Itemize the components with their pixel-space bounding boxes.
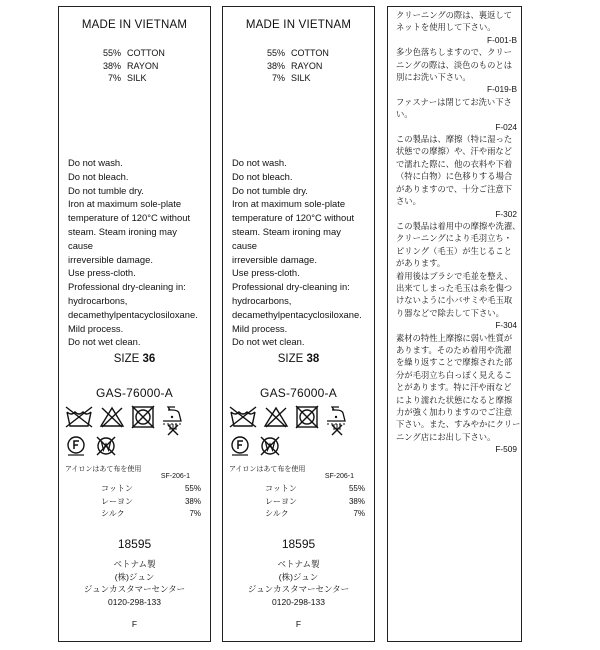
- note-line: クリーニングの際は、裏返して: [396, 10, 512, 20]
- note-line: ニングの際は、淡色のものとは: [396, 59, 512, 70]
- size-label: SIZE: [113, 353, 140, 365]
- instruction-line: cause: [68, 239, 94, 251]
- instruction-line: temperature of 120°C without: [68, 212, 191, 224]
- note-line: さい。: [396, 196, 421, 207]
- do-not-bleach-icon: [99, 405, 125, 434]
- size-text: [223, 353, 374, 365]
- note-line: があります。: [396, 258, 446, 269]
- note-line: この製品は着用中の摩擦や洗濯、: [396, 220, 521, 231]
- instruction-line: Professional dry-cleaning in:: [68, 281, 186, 293]
- jp-fiber-percent: 38%: [348, 496, 365, 506]
- do-not-bleach-icon: [99, 405, 125, 429]
- maker-line: ベトナム製: [113, 559, 156, 569]
- note-line: ニング店にお出し下さい。: [396, 431, 496, 442]
- note-line: ネットを使用して下さい。: [396, 22, 496, 33]
- instruction-line: Use press-cloth.: [68, 267, 136, 279]
- instruction-line: Do not tumble dry.: [232, 184, 308, 196]
- fiber-name: RAYON: [127, 60, 159, 71]
- iron-note: アイロンはあて布を使用: [229, 466, 306, 473]
- fiber-percent: 55%: [266, 48, 285, 58]
- instruction-line: Iron at maximum sole-plate: [68, 198, 182, 210]
- note-line: 出来てしまった毛玉は糸を傷つ: [396, 282, 513, 293]
- note-code: F-304: [495, 320, 517, 331]
- do-not-wet-clean-icon: [259, 435, 281, 457]
- jp-fiber-row: [223, 483, 374, 496]
- maker-line: 0120-298-133: [272, 596, 325, 607]
- jp-fiber-row: [59, 496, 210, 509]
- instruction-line: decamethylpentacyclosiloxane.: [68, 308, 198, 320]
- do-not-wet-clean-icon: [259, 435, 281, 462]
- size-value: 36: [142, 353, 156, 365]
- fiber-name: SILK: [291, 73, 311, 83]
- note-code: F-019-B: [487, 84, 517, 95]
- do-not-wash-icon: [64, 405, 94, 429]
- note-line: 下さい。また、すみやかにクリー: [396, 419, 521, 430]
- instruction-line: hydrocarbons,: [68, 294, 128, 306]
- instruction-line: temperature of 120°C without: [232, 212, 355, 224]
- fiber-percent: 55%: [102, 48, 121, 58]
- do-not-bleach-icon: [263, 405, 289, 434]
- instruction-line: Mild process.: [68, 322, 124, 334]
- maker-line: ジュンカスタマーセンター: [83, 584, 186, 594]
- instruction-line: Do not wet clean.: [68, 336, 141, 348]
- note-line: 力が強く加わりますのでご注意: [396, 407, 513, 417]
- note-line: 多少色落ちしますので、クリー: [396, 47, 512, 58]
- note-line: り器などで除去して下さい。: [396, 307, 504, 318]
- note-line: い。: [396, 109, 413, 120]
- dry-clean-f-icon: [229, 435, 251, 462]
- care-symbols-row-1: [59, 402, 210, 434]
- instruction-line: Professional dry-cleaning in:: [232, 281, 350, 293]
- jp-fiber-row: [59, 508, 210, 521]
- maker-info: [59, 558, 210, 608]
- jp-fiber-name: レーヨン: [101, 496, 133, 506]
- do-not-bleach-icon: [263, 405, 289, 429]
- jp-fiber-composition: [59, 483, 210, 521]
- lot-number: 18595: [117, 537, 152, 551]
- sf-code: SF-206-1: [324, 473, 354, 480]
- jp-fiber-name: シルク: [265, 509, 289, 518]
- dry-clean-f-icon: [65, 435, 87, 457]
- made-in-text: MADE IN VIETNAM: [81, 19, 188, 31]
- care-note: [396, 96, 521, 133]
- instruction-line: irreversible damage.: [232, 253, 317, 265]
- note-code: F-302: [495, 208, 517, 219]
- fiber-row: [59, 47, 210, 60]
- note-line: を繰り返すことで摩擦された部: [396, 357, 513, 368]
- product-code: GAS-76000-A: [96, 386, 173, 400]
- jp-fiber-name: コットン: [101, 484, 133, 493]
- jp-fiber-name: シルク: [101, 509, 125, 518]
- maker-line: ベトナム製: [277, 559, 320, 569]
- instruction-line: Do not bleach.: [232, 170, 293, 182]
- note-code: F-509: [495, 444, 517, 455]
- care-instructions: [68, 156, 206, 349]
- f-mark: F: [295, 619, 302, 629]
- fiber-row: [59, 60, 210, 73]
- maker-info: [223, 558, 374, 608]
- iron-note: アイロンはあて布を使用: [65, 466, 142, 473]
- do-not-tumble-dry-icon: [130, 405, 156, 429]
- care-symbols-row-1: [223, 402, 374, 434]
- instruction-line: Do not bleach.: [68, 170, 129, 182]
- care-notes-label: [387, 6, 522, 642]
- fiber-row: [223, 47, 374, 60]
- note-line: けないように小バサミや毛玉取: [396, 295, 513, 306]
- sf-code: SF-206-1: [160, 473, 190, 480]
- note-line: 素材の特性上摩擦に弱い性質が: [396, 332, 513, 343]
- instruction-line: steam. Steam ironing may: [68, 225, 177, 237]
- jp-fiber-percent: 7%: [353, 509, 365, 518]
- jp-fiber-row: [223, 508, 374, 521]
- note-line: ファスナーは閉じてお洗い下さ: [396, 96, 512, 107]
- do-not-tumble-dry-icon: [130, 405, 156, 434]
- care-label-size-38: [222, 6, 375, 642]
- instruction-line: Iron at maximum sole-plate: [232, 198, 346, 210]
- jp-fiber-percent: 55%: [184, 484, 201, 493]
- jp-fiber-name: レーヨン: [265, 496, 297, 506]
- dry-clean-f-icon: [229, 435, 251, 457]
- note-code: F-024: [495, 121, 517, 132]
- care-note: [396, 332, 521, 456]
- instruction-line: Do not tumble dry.: [68, 184, 144, 196]
- fiber-composition: [223, 47, 374, 85]
- do-not-wet-clean-icon: [95, 435, 117, 462]
- fiber-row: [223, 72, 374, 85]
- instruction-line: irreversible damage.: [68, 253, 153, 265]
- do-not-wash-icon: [228, 405, 258, 434]
- instruction-line: Use press-cloth.: [232, 267, 300, 279]
- note-code: F-001-B: [487, 34, 517, 45]
- fiber-composition: [59, 47, 210, 85]
- jp-fiber-percent: 55%: [348, 484, 365, 493]
- instruction-line: Do not wash.: [68, 157, 123, 168]
- jp-fiber-name: コットン: [265, 484, 297, 493]
- note-line: 着用後はブラシで毛並を整え、: [396, 270, 513, 281]
- do-not-wet-clean-icon: [95, 435, 117, 457]
- care-symbols-row-2: [59, 435, 210, 459]
- fiber-row: [59, 72, 210, 85]
- size-label: SIZE: [277, 353, 304, 365]
- size-value: 38: [306, 353, 320, 365]
- lot-number: 18595: [281, 537, 316, 551]
- instruction-line: Mild process.: [232, 322, 288, 334]
- note-line: ピリング（毛玉）が生じること: [396, 245, 512, 256]
- fiber-row: [223, 60, 374, 73]
- care-label-size-36: [58, 6, 211, 642]
- maker-line: ジュンカスタマーセンター: [247, 584, 350, 594]
- jp-fiber-row: [223, 496, 374, 509]
- note-line: （特に白物）に色移りする場合: [396, 171, 513, 182]
- fiber-name: COTTON: [127, 48, 165, 58]
- instruction-line: cause: [232, 239, 258, 251]
- instruction-line: Do not wet clean.: [232, 336, 305, 348]
- note-line: により濡れた状態になると摩擦: [396, 394, 513, 405]
- care-note: [396, 46, 521, 96]
- care-symbols-row-2: [223, 435, 374, 459]
- jp-fiber-row: [59, 483, 210, 496]
- f-mark: F: [131, 619, 138, 629]
- maker-line: 0120-298-133: [108, 596, 161, 607]
- note-line: この製品は、摩擦（特に湿った: [396, 134, 513, 145]
- do-not-tumble-dry-icon: [294, 405, 320, 434]
- note-line: で濡れた際に、他の衣料や下着: [396, 158, 513, 169]
- care-note: [396, 133, 521, 220]
- fiber-name: RAYON: [291, 60, 323, 71]
- product-code: GAS-76000-A: [260, 386, 337, 400]
- made-in-text: MADE IN VIETNAM: [245, 19, 352, 31]
- note-line: 別にお洗い下さい。: [396, 72, 471, 83]
- note-line: あります。そのため着用や洗濯: [396, 344, 512, 355]
- maker-line: (株)ジュン: [278, 571, 319, 582]
- care-notes: [396, 9, 521, 456]
- note-line: 分が毛羽立ち白っぽく見えるこ: [396, 369, 513, 380]
- fiber-percent: 38%: [102, 60, 121, 71]
- size-text: [59, 353, 210, 365]
- jp-fiber-composition: [223, 483, 374, 521]
- care-instructions: [232, 156, 370, 349]
- fiber-percent: 7%: [107, 73, 121, 83]
- care-note: [396, 9, 521, 46]
- note-line: とがあります。特に汗や雨など: [396, 382, 512, 393]
- instruction-line: Do not wash.: [232, 157, 287, 168]
- jp-fiber-percent: 7%: [189, 509, 201, 518]
- instruction-line: decamethylpentacyclosiloxane.: [232, 308, 362, 320]
- jp-fiber-percent: 38%: [184, 496, 201, 506]
- instruction-line: hydrocarbons,: [232, 294, 292, 306]
- do-not-tumble-dry-icon: [294, 405, 320, 429]
- fiber-name: SILK: [127, 73, 147, 83]
- care-note: [396, 220, 521, 332]
- note-line: クリーニングにより毛羽立ち・: [396, 233, 512, 244]
- fiber-percent: 38%: [266, 60, 285, 71]
- note-line: 状態での摩擦）や、汗や雨など: [396, 146, 512, 157]
- maker-line: (株)ジュン: [114, 571, 155, 582]
- dry-clean-f-icon: [65, 435, 87, 462]
- do-not-wash-icon: [64, 405, 94, 434]
- do-not-wash-icon: [228, 405, 258, 429]
- note-line: がありますので、十分ご注意下: [396, 183, 512, 194]
- fiber-percent: 7%: [271, 73, 285, 83]
- instruction-line: steam. Steam ironing may: [232, 225, 341, 237]
- fiber-name: COTTON: [291, 48, 329, 58]
